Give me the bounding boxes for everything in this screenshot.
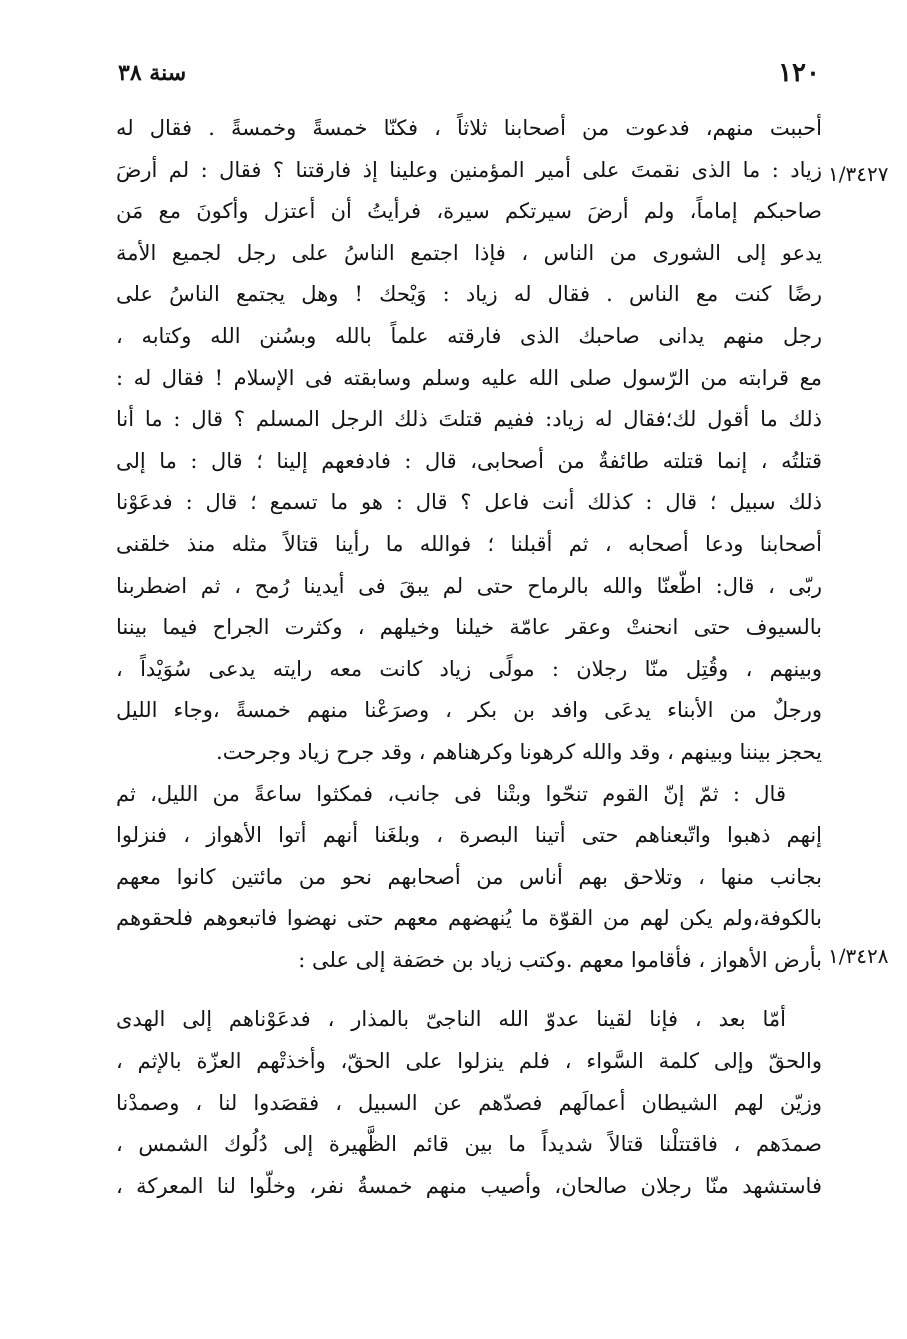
text-line: ربّى ، قال: اطّعنّا والله بالرماح حتى لم يبقَ فى أيدينا رُمح ، ثم اضطربنا — [116, 573, 822, 598]
text-line: رضًا كنت مع الناس . فقال له زياد : وَيْحك ! وهل يجتمع الناسُ على — [116, 282, 822, 307]
paragraph — [116, 108, 822, 774]
page-header — [118, 58, 820, 98]
text-line: بأرض الأهواز ، فأقاموا معهم .وكتب زياد بن خصَفة إلى على : — [298, 947, 822, 972]
text-line: زياد : ما الذى نقمتَ على أمير المؤمنين وعلينا إذ فارقتنا ؟ فقال : لم أرضَ — [116, 157, 822, 182]
paragraph — [116, 774, 822, 982]
text-line: مع قرابته من الرّسول صلى الله عليه وسلم وسابقته فى الإسلام ! فقال له : — [116, 365, 822, 390]
text-line: قال : ثمّ إنّ القوم تنحّوا وبتْنا فى جانب، فمكثوا ساعةً من الليل، ثم — [116, 781, 786, 806]
body-text — [116, 108, 822, 1207]
text-line: ذلك سبيل ؛ قال : كذلك أنت فاعل ؟ قال : هو ما تسمع ؛ قال : فدعَوْنا — [116, 490, 822, 515]
letter-paragraph — [116, 999, 822, 1207]
text-line: أحببت منهم، فدعوت من أصحابنا ثلاثاً ، فكنّا خمسةً وخمسةً . فقال له — [116, 116, 822, 140]
text-line: صاحبكم إماماً، ولم أرضَ سيرتكم سيرة، فرأيتُ أن أعتزل وأكونَ مع مَن — [116, 199, 822, 224]
text-line: رجل منهم يدانى صاحبك الذى فارقته علماً بالله وبسُنن الله وكتابه ، — [116, 323, 822, 348]
text-line: والحقّ وإلى كلمة السَّواء ، فلم ينزلوا على الحقّ، وأخذتْهم العزّة بالإثم ، — [116, 1049, 822, 1074]
text-line: أمّا بعد ، فإنا لقينا عدوّ الله الناجىّ بالمذار ، فدعَوْناهم إلى الهدى — [116, 1007, 786, 1032]
text-line: فاستشهد منّا رجلان صالحان، وأصيب منهم خمسةُ نفر، وخلّوا لنا المعركة ، — [116, 1173, 822, 1198]
text-line: إنهم ذهبوا واتّبعناهم حتى أتينا البصرة ، وبلغَنا أنهم أتوا الأهواز ، فنزلوا — [116, 823, 822, 848]
paragraph-gap — [116, 981, 822, 999]
text-line: يحجز بيننا وبينهم ، وقد والله كرهونا وكرهناهم ، وقد جرح زياد وجرحت. — [216, 739, 822, 764]
text-line: صمدَهم ، فاقتتلْنا قتالاً شديداً ما بين قائم الظَّهيرة إلى دُلُوك الشمس ، — [116, 1132, 822, 1157]
text-line: بجانب منها ، وتلاحق بهم أناس من أصحابهم نحو من مائتين كانوا معهم — [116, 864, 822, 889]
text-line: بالكوفة،ولم يكن لهم من القوّة ما يُنهضهم معهم حتى نهضوا فاتبعوهم فلحقوهم — [116, 906, 822, 931]
margin-reference: ١/٣٤٢٨ — [828, 944, 889, 968]
margin-reference: ١/٣٤٢٧ — [828, 162, 889, 186]
text-line: وزيّن لهم الشيطان أعمالَهم فصدّهم عن السبيل ، فقصَدوا لنا ، وصمدْنا — [116, 1090, 822, 1115]
text-line: وبينهم ، وقُتِل منّا رجلان : مولًى زياد كانت معه رايته يدعى سُوَيْداً ، — [116, 656, 822, 681]
text-line: بالسيوف حتى انحنتْ وعقر عامّة خيلنا وخيلهم ، وكثرت الجراح فيما بيننا — [116, 615, 822, 640]
running-head-year: سنة ٣٨ — [118, 60, 187, 86]
text-line: يدعو إلى الشورى من الناس ، فإذا اجتمع الناسُ على رجل لجميع الأمة — [116, 240, 822, 265]
text-line: أصحابنا ودعا أصحابه ، ثم أقبلنا ؛ فوالله ما رأينا قتالاً مثله منذ خلقنى — [116, 531, 822, 556]
text-line: ورجلٌ من الأبناء يدعَى وافد بن بكر ، وصرَعْنا منهم خمسةً ،وجاء الليل — [116, 698, 822, 723]
text-line: قتلتُه ، إنما قتلته طائفةٌ من أصحابى، قال : فادفعهم إلينا ؛ قال : ما إلى — [116, 448, 822, 473]
text-line: ذلك ما أقول لك؛فقال له زياد: ففيم قتلتَ ذلك الرجل المسلم ؟ قال : ما أنا — [116, 407, 822, 432]
page-number: ١٢٠ — [778, 58, 820, 88]
